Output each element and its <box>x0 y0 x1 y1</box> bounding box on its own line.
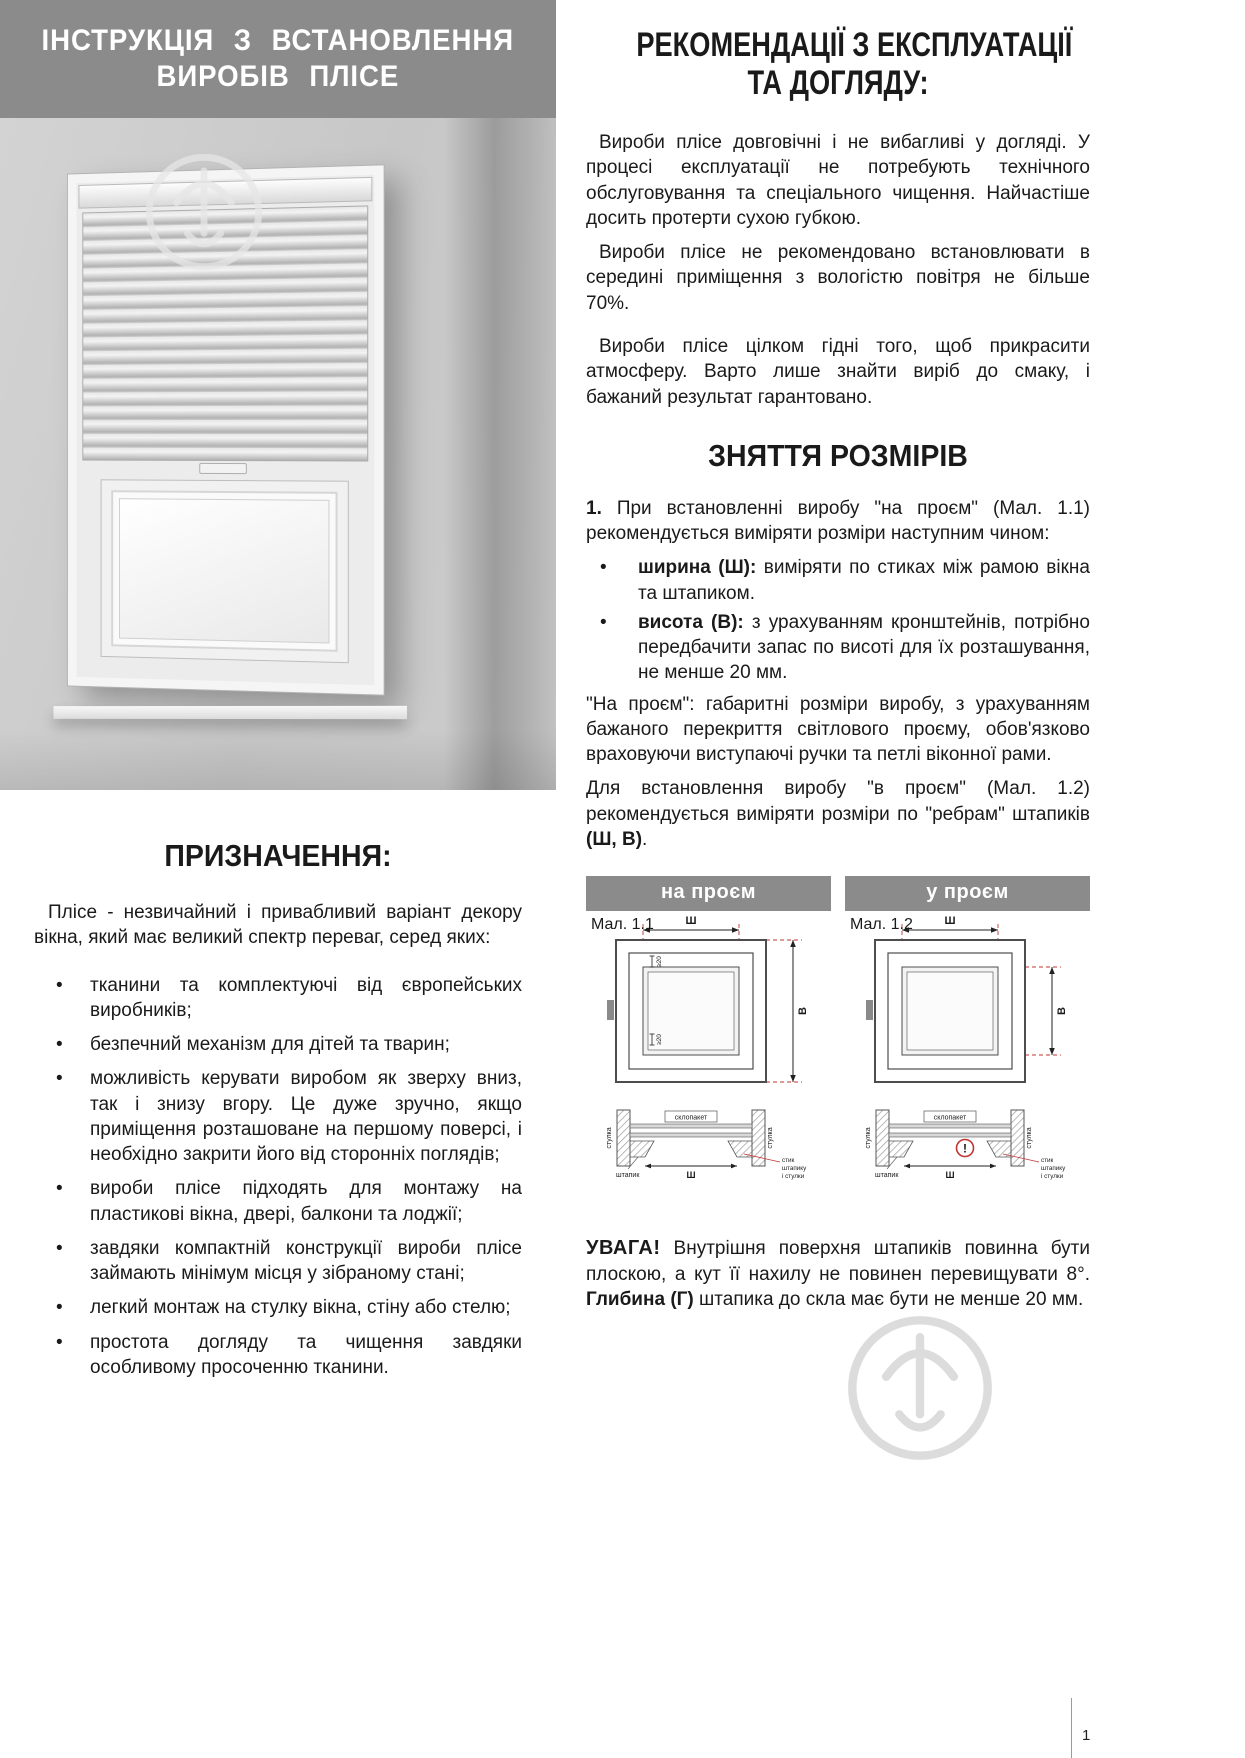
list-item-text <box>638 610 1090 686</box>
measure-paragraph-3 <box>586 776 1090 852</box>
care-title-line2: ТА ДОГЛЯДУ: <box>747 64 929 103</box>
bottom-width-label: Ш <box>686 1170 696 1181</box>
joint-label-line2: штапику <box>1041 1165 1066 1173</box>
figures-row <box>586 876 1090 1209</box>
pleated-shade <box>82 205 368 461</box>
figure-1-2 <box>845 876 1090 1209</box>
list-item-text: вироби плісе підходять для монтажу на пластикові вікна, двері, балкони та лоджії; <box>90 1178 522 1225</box>
page-footer <box>1071 1698 1090 1758</box>
blind-handle <box>199 463 247 474</box>
measure-paragraph-2: "На проєм": габаритні розміри виробу, з урахуванням бажаного перекриття світлового проєму, обов'язково враховуючи виступаючі ручки та петлі віконної рами. <box>586 693 1090 766</box>
bottom-width-label: Ш <box>945 1170 955 1181</box>
care-paragraph-2: Вироби плісе не рекомендовано встановлювати в середині приміщення з вологістю повітря не більше 70%. <box>586 242 1090 314</box>
bullet-marker: • <box>56 1178 63 1200</box>
left-column <box>0 0 556 1389</box>
height-label: В <box>797 1007 809 1016</box>
min-gap-label-mid: ≥20 <box>656 1034 663 1046</box>
list-item-text: простота догляду та чищення завдяки особливому просоченню тканини. <box>90 1331 522 1378</box>
header-title-line2: ВИРОБІВ ПЛІСЕ <box>156 60 400 93</box>
purpose-section <box>0 790 556 1380</box>
attention-label: УВАГА! <box>586 1237 661 1260</box>
figure-1-2-body <box>845 911 1090 1209</box>
width-dimension <box>643 927 739 933</box>
window-sill <box>53 706 407 719</box>
sash-left-label: стулка <box>865 1127 872 1149</box>
height-definition: з урахуванням кронштейнів, потрібно передбачити запас по висоті для їх розташування, не менше 20 мм. <box>638 611 1090 684</box>
height-dimension <box>1049 967 1055 1055</box>
header-title-line1: ІНСТРУКЦІЯ З ВСТАНОВЛЕННЯ <box>41 24 515 57</box>
depth-term: Глибина (Г) <box>586 1289 694 1311</box>
purpose-title: ПРИЗНАЧЕННЯ: <box>164 838 392 873</box>
width-label: Ш <box>944 915 956 928</box>
bullet-marker: • <box>56 974 63 996</box>
height-label: В <box>1056 1007 1068 1016</box>
fig-1-1-diagram <box>586 911 831 1209</box>
figure-1-2-caption: Мал. 1.2 <box>850 916 913 934</box>
window-lower-sash <box>102 480 348 662</box>
measure-list <box>586 555 1090 685</box>
window-drawing <box>607 940 766 1082</box>
width-term: ширина (Ш): <box>638 557 757 579</box>
width-definition: виміряти по стиках між рамою вікна та штапиком. <box>638 557 1090 604</box>
list-item <box>56 1032 522 1057</box>
window-glass <box>119 498 329 643</box>
attention-text-2: штапика до скла має бути не менше 20 мм. <box>693 1289 1084 1311</box>
bullet-marker: • <box>600 557 607 579</box>
figure-1-1-body <box>586 911 831 1209</box>
width-dimension <box>902 927 998 933</box>
bottom-width-dimension <box>904 1164 996 1169</box>
product-photo <box>0 118 556 790</box>
care-title <box>586 26 1090 102</box>
fig-1-2-diagram <box>845 911 1090 1209</box>
right-column <box>586 26 1090 1321</box>
dimensions-abbr: (Ш, В) <box>586 829 643 850</box>
joint-label-line1: стик <box>782 1157 795 1165</box>
warning-mark: ! <box>963 1141 967 1156</box>
sash-right-label: стулка <box>767 1127 774 1149</box>
bullet-marker: • <box>56 1237 63 1259</box>
joint-label-line1: стик <box>1041 1157 1054 1165</box>
attention-text-1: Внутрішня поверхня штапиків повинна бути плоскою, а кут її нахилу не повинен перевищувати 8°. <box>586 1238 1090 1285</box>
list-item-text <box>638 555 1090 606</box>
blind-top-rail <box>78 177 372 209</box>
glazing-label: склопакет <box>674 1114 708 1122</box>
measure-paragraph-1 <box>586 496 1090 547</box>
list-item-text: можливість керувати виробом як зверху вниз, так і знизу вгору. Це дуже зручно, якщо приміщення розташоване на першому поверсі, і необхідно закрити його від сторонніх поглядів; <box>90 1068 522 1166</box>
bottom-width-dimension <box>645 1164 737 1169</box>
bead-label: штапик <box>616 1172 640 1180</box>
list-item-text: тканини та комплектуючі від європейських виробників; <box>90 974 522 1021</box>
list-item <box>56 1295 522 1320</box>
joint-label-line3: і стулки <box>782 1173 805 1181</box>
care-paragraph-1: Вироби плісе довговічні і не вибагливі у догляді. У процесі експлуатації не потребують технічного обслуговування та спеціального чищення. Найчастіше досить протерти сухою губкою. <box>586 132 1090 229</box>
window-illustration <box>68 165 384 694</box>
bullet-marker: • <box>56 1034 63 1056</box>
glazing-label: склопакет <box>933 1114 967 1122</box>
care-paragraph-3: Вироби плісе цілком гідні того, щоб прикрасити атмосферу. Варто лише знайти виріб до смаку, і бажаний результат гарантовано. <box>586 336 1090 408</box>
bullet-marker: • <box>56 1068 63 1090</box>
attention-paragraph <box>586 1235 1090 1312</box>
list-item-text: безпечний механізм для дітей та тварин; <box>90 1034 450 1056</box>
height-dimension <box>790 940 796 1082</box>
measure-paragraph-3-start: Для встановлення виробу "в проєм" (Мал. 1.2) рекомендується виміряти розміри по "ребрам" штапиків <box>586 778 1090 825</box>
sash-left-label: стулка <box>606 1127 613 1149</box>
sash-right-label: стулка <box>1026 1127 1033 1149</box>
list-item <box>600 555 1090 606</box>
left-header-banner <box>0 0 556 118</box>
page-number: 1 <box>1082 1727 1091 1744</box>
min-gap-label-top: ≥20 <box>656 956 663 968</box>
bullet-marker: • <box>56 1297 63 1319</box>
brand-watermark-icon <box>826 1294 1014 1482</box>
figure-1-1-banner: на проєм <box>586 876 831 911</box>
figure-1-1-caption: Мал. 1.1 <box>591 916 654 934</box>
height-term: висота (В): <box>638 611 744 633</box>
wall-corner-shadow <box>444 118 556 790</box>
joint-label-line3: і стулки <box>1041 1173 1064 1181</box>
bullet-marker: • <box>56 1331 63 1353</box>
figure-1-2-banner: у проєм <box>845 876 1090 911</box>
list-item <box>600 610 1090 686</box>
bead-label: штапик <box>875 1172 899 1180</box>
list-item <box>56 973 522 1024</box>
purpose-list <box>34 973 522 1381</box>
width-label: Ш <box>685 915 697 928</box>
floor-shadow <box>0 730 556 790</box>
list-item <box>56 1330 522 1381</box>
measure-paragraph-1-text: При встановленні виробу "на проєм" (Мал. 1.1) рекомендується виміряти розміри наступним чином: <box>586 497 1090 545</box>
list-item-text: легкий монтаж на стулку вікна, стіну або стелю; <box>90 1297 511 1319</box>
purpose-intro: Плісе - незвичайний і привабливий варіант декору вікна, який має великий спектр переваг, серед яких: <box>34 902 522 949</box>
list-item-text: завдяки компактній конструкції вироби плісе займають мінімум місця у зібраному стані; <box>90 1237 522 1285</box>
measure-paragraph-3-end: . <box>642 829 648 850</box>
care-title-line1: РЕКОМЕНДАЦІЇ З ЕКСПЛУАТАЦІЇ <box>636 26 1073 64</box>
list-item <box>56 1176 522 1227</box>
joint-label-line2: штапику <box>782 1165 807 1173</box>
window-drawing <box>866 940 1025 1082</box>
measure-step-number: 1. <box>586 497 602 519</box>
bullet-marker: • <box>600 611 607 633</box>
list-item <box>56 1066 522 1167</box>
measure-title: ЗНЯТТЯ РОЗМІРІВ <box>708 437 968 473</box>
list-item <box>56 1236 522 1287</box>
figure-1-1 <box>586 876 831 1209</box>
